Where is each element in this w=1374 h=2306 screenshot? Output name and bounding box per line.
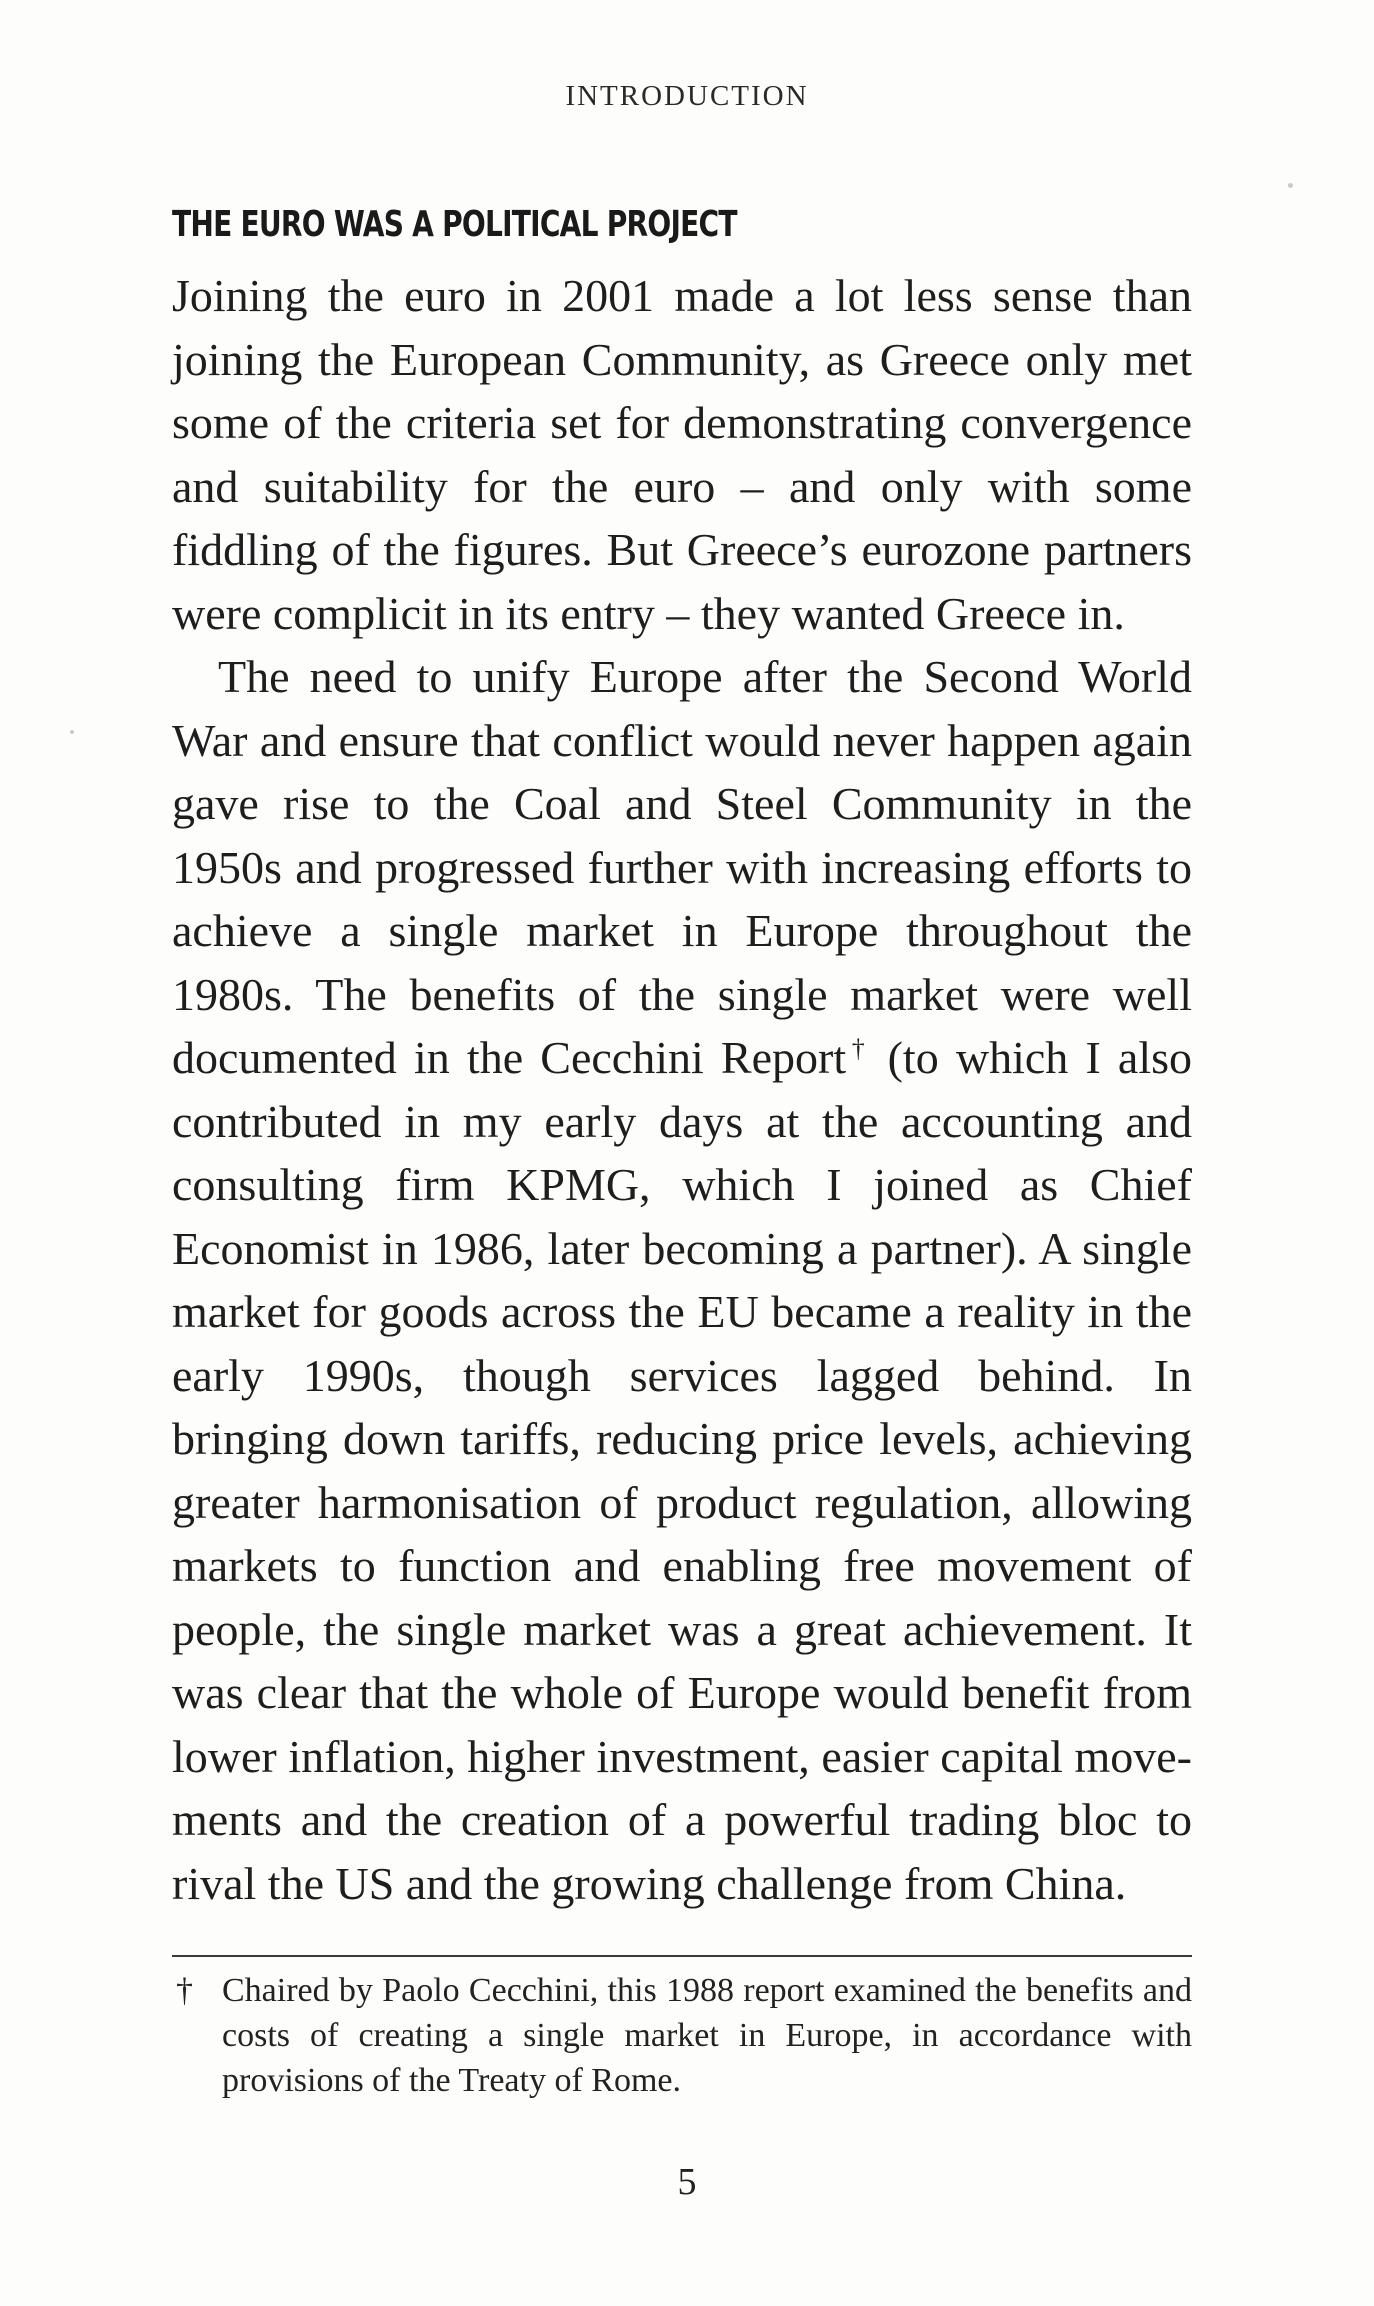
paper-speck [70,730,74,734]
body-text [172,264,1192,1915]
footnote-divider [172,1955,1192,1957]
running-head: INTRODUCTION [565,80,809,112]
paragraph-1: Joining the euro in 2001 made a lot less sense than joining the European Community, as Greece only met some of the criteria set for demonstrating convergence and suitability for the euro – and only with some fiddling of the figures. But Greece’s eurozone partners were complicit in its entry – they wanted Greece in. [172,270,1192,639]
paragraph-2-part-1: The need to unify Europe after the Second World War and ensure that conflict would never happen again gave rise to the Coal and Steel Community in the 1950s and progressed further with increasing efforts to achieve a single market in Europe throughout the 1980s. The benefits of the single market were well documented in the Cecchini Report [172,651,1192,1083]
page-number: 5 [677,2161,697,2203]
footnote-mark: † [176,1972,193,2009]
footnote-text: Chaired by Paolo Cecchini, this 1988 report examined the benefits and costs of creating a single market in Europe, in accordance with provisions of the Treaty of Rome. [222,1972,1192,2099]
section-heading: THE EURO WAS A POLITICAL PROJECT [172,204,737,245]
footnote-reference-mark: † [846,1034,871,1063]
paper-speck [1288,183,1293,188]
paragraph-2-part-2: (to which I also contributed in my early days at the accounting and consulting firm KPMG, which I joined as Chief Economist in 1986, later becoming a partner). A single market for goods across the EU became a reality in the early 1990s, though services lagged behind. In bringing down tariffs, reducing price levels, achieving greater harmonisation of product regulation, allowing markets to function and enabling free movement of people, the single market was a great achievement. It was clear that the whole of Europe would benefit from lower inflation, higher investment, easier capital movements and the creation of a powerful trading bloc to rival the US and the growing challenge from China. [172,1032,1193,1909]
paragraph-2 [172,645,1192,1915]
footnote [172,1968,1192,2103]
